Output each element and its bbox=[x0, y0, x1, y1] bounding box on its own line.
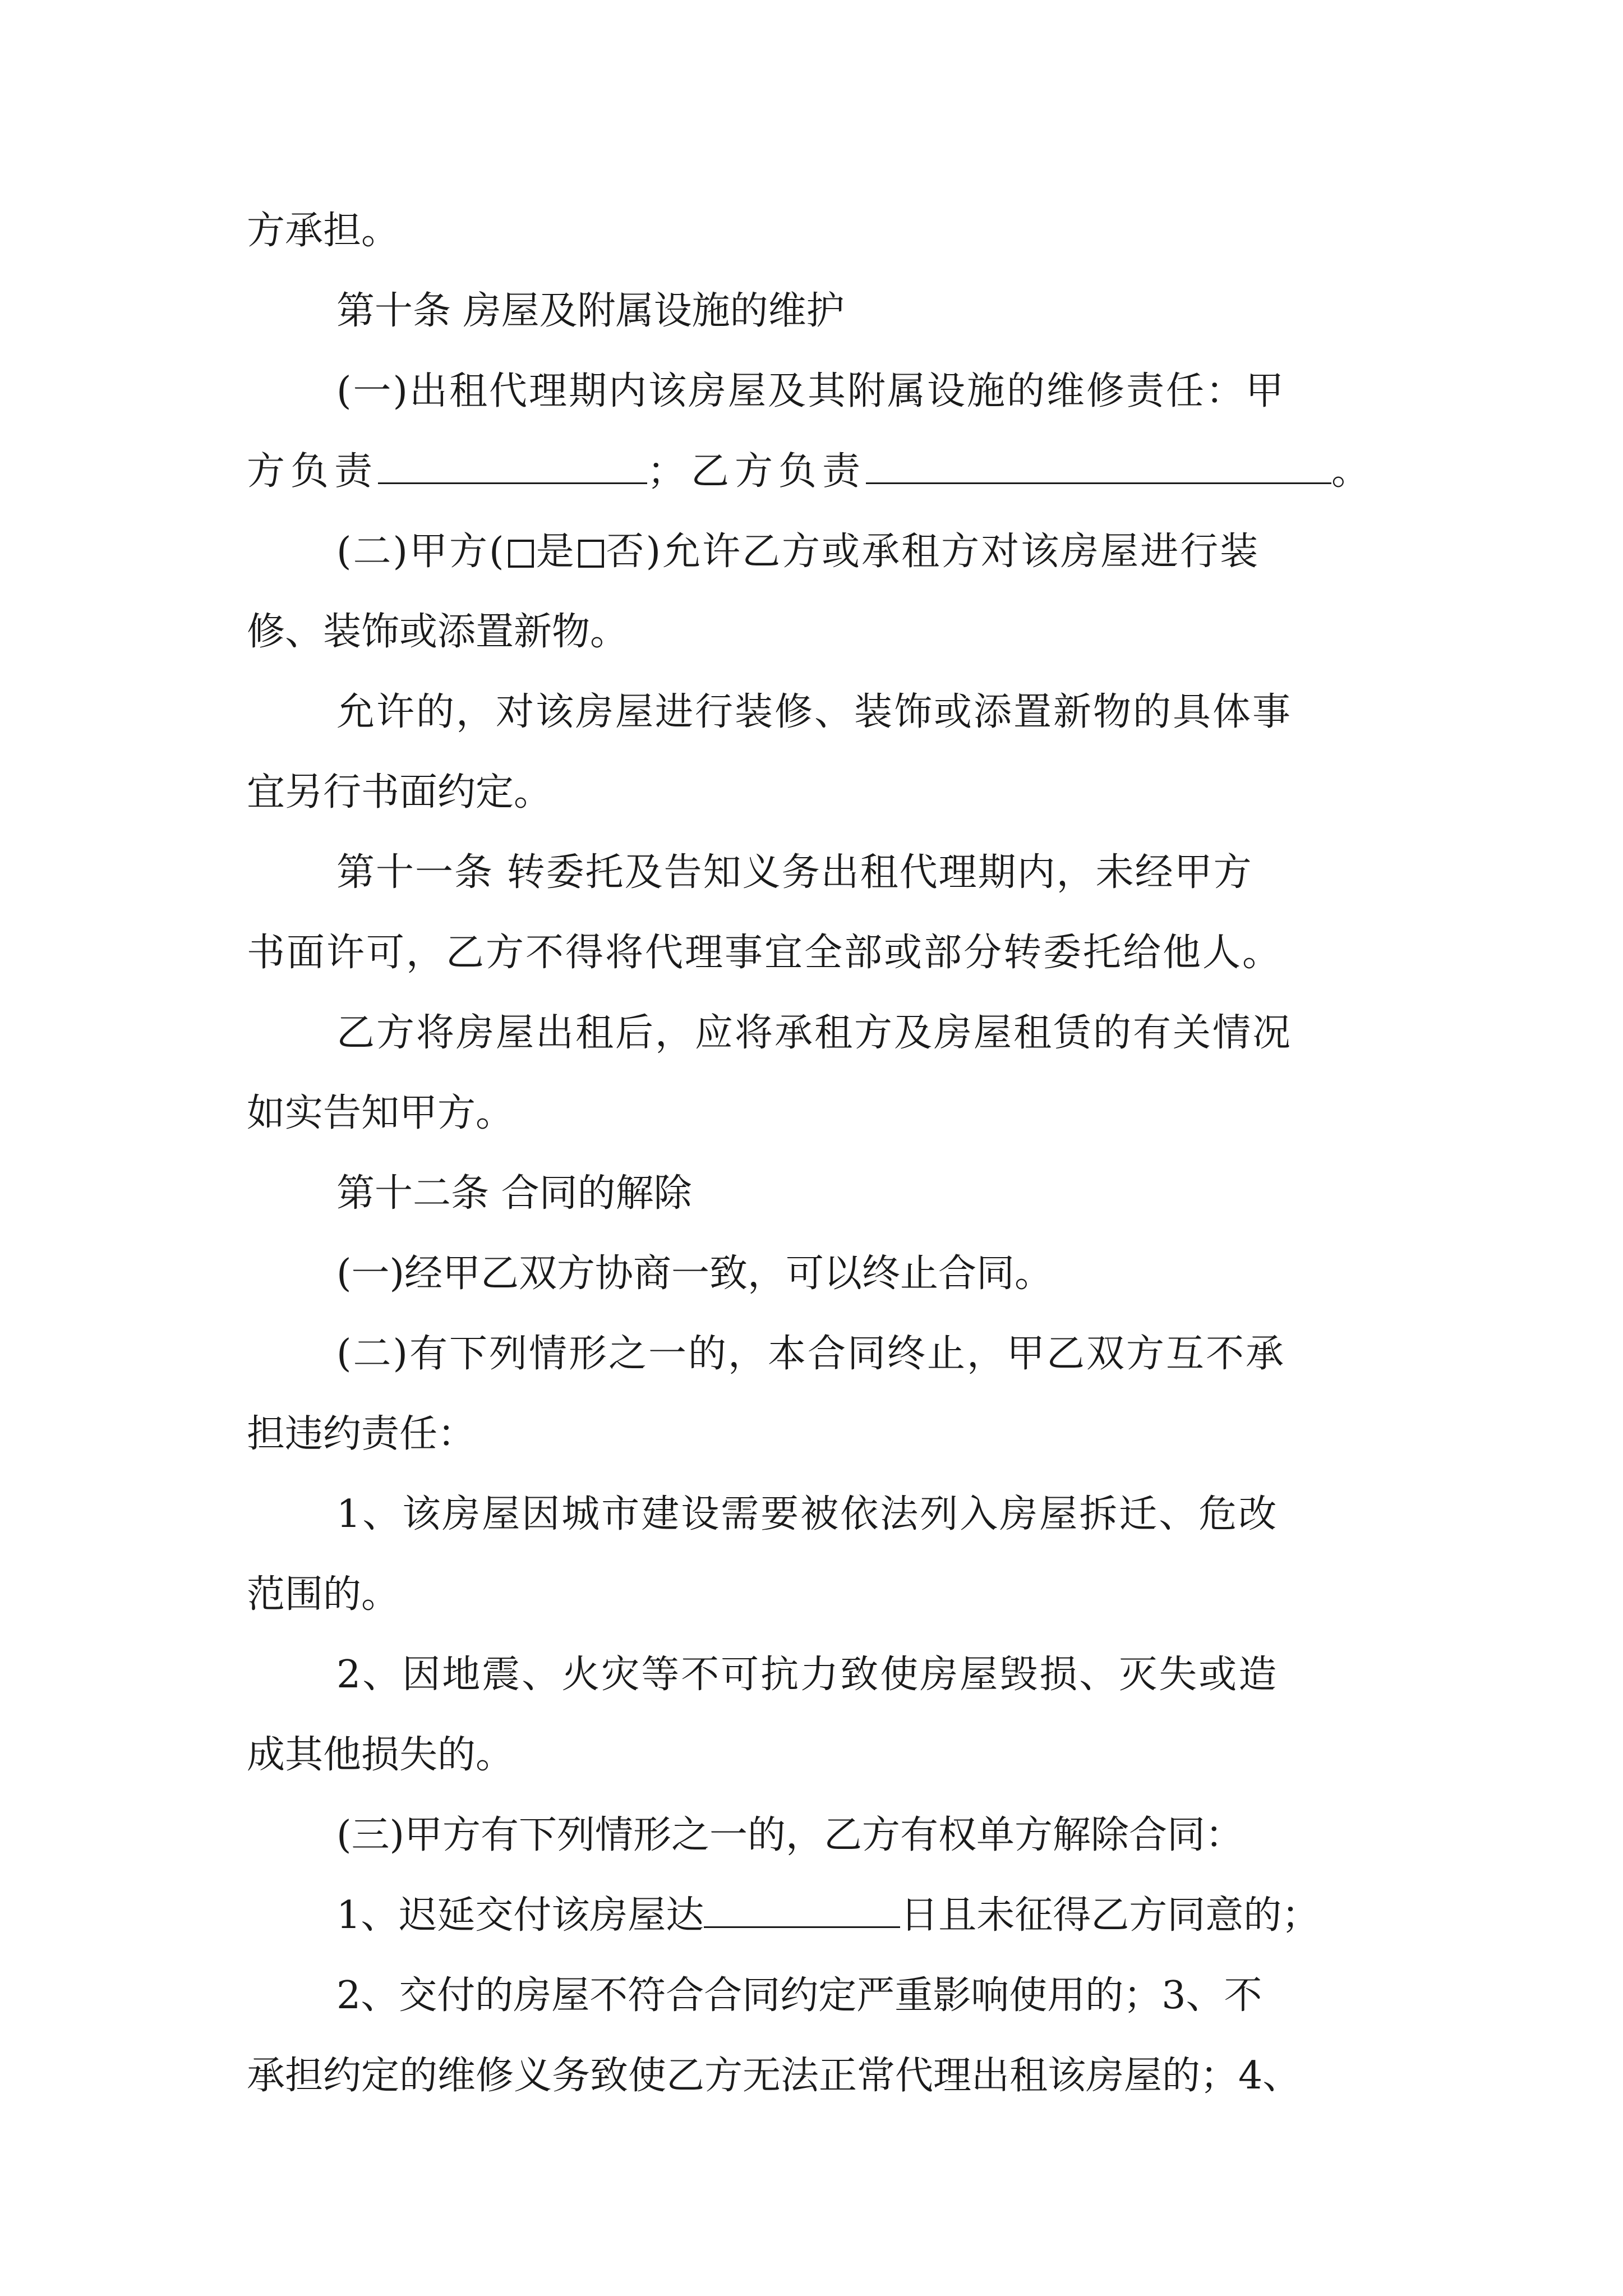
list-item-with-blank bbox=[336, 1890, 1320, 1941]
text-line-with-checkboxes bbox=[336, 527, 1260, 577]
fill-in-blank[interactable] bbox=[704, 1894, 900, 1928]
text-line: 乙方将房屋出租后，应将承租方及房屋租赁的有关情况 bbox=[336, 1011, 1293, 1055]
text-line: 方承担。 bbox=[247, 209, 400, 253]
text-fragment: (二)甲方( bbox=[336, 530, 506, 574]
list-item: 2、因地震、火灾等不可抗力致使房屋毁损、灭失或造 bbox=[336, 1653, 1279, 1697]
text-line: 允许的，对该房屋进行装修、装饰或添置新物的具体事 bbox=[336, 690, 1293, 734]
text-fragment: 方负责 bbox=[247, 449, 379, 494]
text-line: 修、装饰或添置新物。 bbox=[247, 610, 629, 654]
text-fragment: 否)允许乙方或承租方对该房屋进行装 bbox=[606, 530, 1260, 574]
text-fragment: 日且未征得乙方同意的； bbox=[900, 1893, 1320, 1938]
list-item: 1、该房屋因城市建设需要被依法列入房屋拆迁、危改 bbox=[336, 1492, 1279, 1536]
checkbox-yes[interactable] bbox=[508, 540, 534, 568]
text-line: 成其他损失的。 bbox=[247, 1733, 514, 1777]
section-heading-11: 第十一条 转委托及告知义务出租代理期内，未经甲方 bbox=[336, 850, 1253, 895]
section-heading-12: 第十二条 合同的解除 bbox=[336, 1171, 692, 1216]
text-line: 书面许可，乙方不得将代理事宜全部或部分转委托给他人。 bbox=[247, 931, 1283, 975]
fill-in-blank[interactable] bbox=[378, 450, 647, 484]
text-line: (三)甲方有下列情形之一的，乙方有权单方解除合同： bbox=[336, 1813, 1244, 1857]
text-line: 宜另行书面约定。 bbox=[247, 770, 552, 815]
list-item: 2、交付的房屋不符合合同约定严重影响使用的；3、不 bbox=[336, 1973, 1262, 2018]
checkbox-no[interactable] bbox=[578, 540, 604, 568]
text-fragment: 。 bbox=[1331, 449, 1370, 494]
text-line: 承担约定的维修义务致使乙方无法正常代理出租该房屋的；4、 bbox=[247, 2054, 1301, 2098]
text-line: 担违约责任： bbox=[247, 1412, 476, 1456]
section-heading-10: 第十条 房屋及附属设施的维护 bbox=[336, 289, 845, 333]
text-line: (一)经甲乙双方协商一致，可以终止合同。 bbox=[336, 1251, 1053, 1296]
text-line: (一)出租代理期内该房屋及其附属设施的维修责任：甲 bbox=[336, 369, 1286, 413]
text-fragment: ；乙方负责 bbox=[647, 449, 866, 494]
text-line: (二)有下列情形之一的，本合同终止，甲乙双方互不承 bbox=[336, 1332, 1286, 1376]
text-fragment: 是 bbox=[536, 530, 576, 574]
text-line: 范围的。 bbox=[247, 1572, 400, 1617]
text-fragment: 1、迟延交付该房屋达 bbox=[336, 1893, 704, 1938]
text-line: 如实告知甲方。 bbox=[247, 1091, 514, 1135]
text-line-with-blanks bbox=[247, 447, 1370, 497]
fill-in-blank[interactable] bbox=[866, 450, 1331, 484]
